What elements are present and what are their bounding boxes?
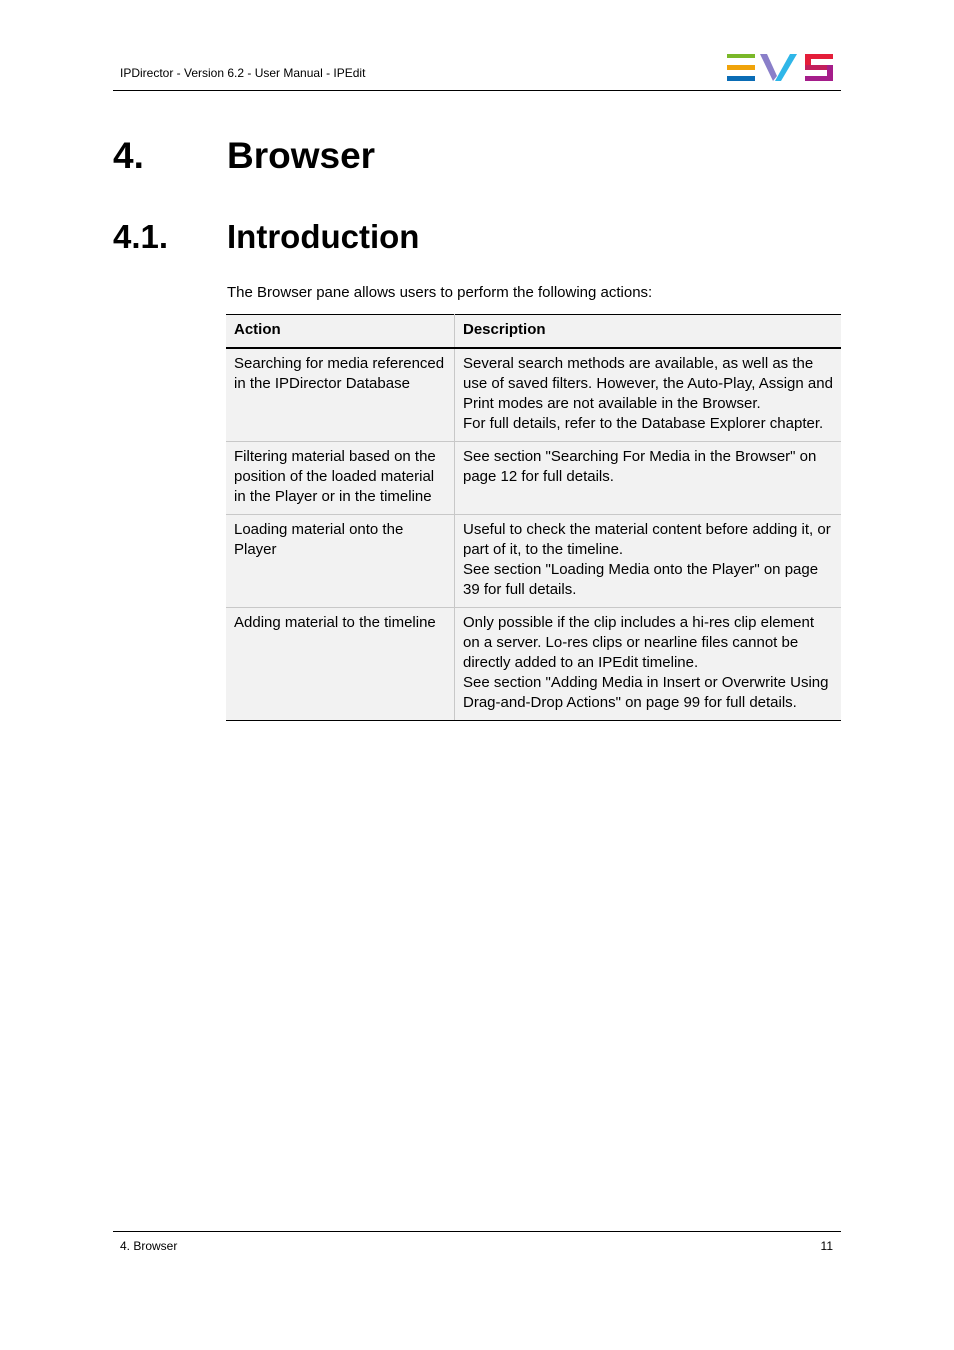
description-cell [455, 348, 842, 442]
column-header-action: Action [226, 315, 455, 349]
table-row [226, 348, 841, 442]
section-number: 4.1. [113, 218, 169, 255]
description-line: For full details, refer to the Database Explorer chapter. [463, 415, 824, 432]
section-title: Introduction [227, 218, 420, 255]
action-cell: Adding material to the timeline [226, 608, 455, 721]
action-cell: Loading material onto the Player [226, 515, 455, 608]
table-row [226, 515, 841, 608]
table-row [226, 608, 841, 721]
description-cell [455, 608, 842, 721]
action-cell: Filtering material based on the position of the loaded material in the Player or in the timeline [226, 442, 455, 515]
page-number: 11 [820, 1239, 833, 1253]
description-cell [455, 442, 842, 515]
table-row [226, 442, 841, 515]
description-cell [455, 515, 842, 608]
intro-paragraph: The Browser pane allows users to perform the following actions: [227, 284, 653, 301]
description-line: Useful to check the material content before adding it, or part of it, to the timeline. [463, 521, 831, 558]
evs-logo [727, 54, 834, 82]
actions-table [226, 314, 841, 721]
description-line: See section "Adding Media in Insert or Overwrite Using Drag-and-Drop Actions" on page 99 for full details. [463, 674, 829, 711]
column-header-description: Description [455, 315, 842, 349]
chapter-number: 4. [113, 135, 144, 176]
footer-rule [113, 1231, 841, 1232]
description-line: See section "Loading Media onto the Player" on page 39 for full details. [463, 561, 819, 598]
description-line: Only possible if the clip includes a hi-res clip element on a server. Lo-res clips or nearline files cannot be directly added to an IPEdit timeline. [463, 614, 814, 671]
header-rule [113, 90, 841, 91]
footer-chapter: 4. Browser [120, 1239, 178, 1253]
description-line: Several search methods are available, as well as the use of saved filters. However, the Auto-Play, Assign and Print modes are not available in the Browser. [463, 355, 833, 412]
action-cell: Searching for media referenced in the IPDirector Database [226, 348, 455, 442]
chapter-title: Browser [227, 135, 376, 176]
header-title: IPDirector - Version 6.2 - User Manual - IPEdit [120, 66, 366, 80]
description-line: See section "Searching For Media in the Browser" on page 12 for full details. [463, 448, 817, 485]
table-header-row [226, 315, 841, 349]
